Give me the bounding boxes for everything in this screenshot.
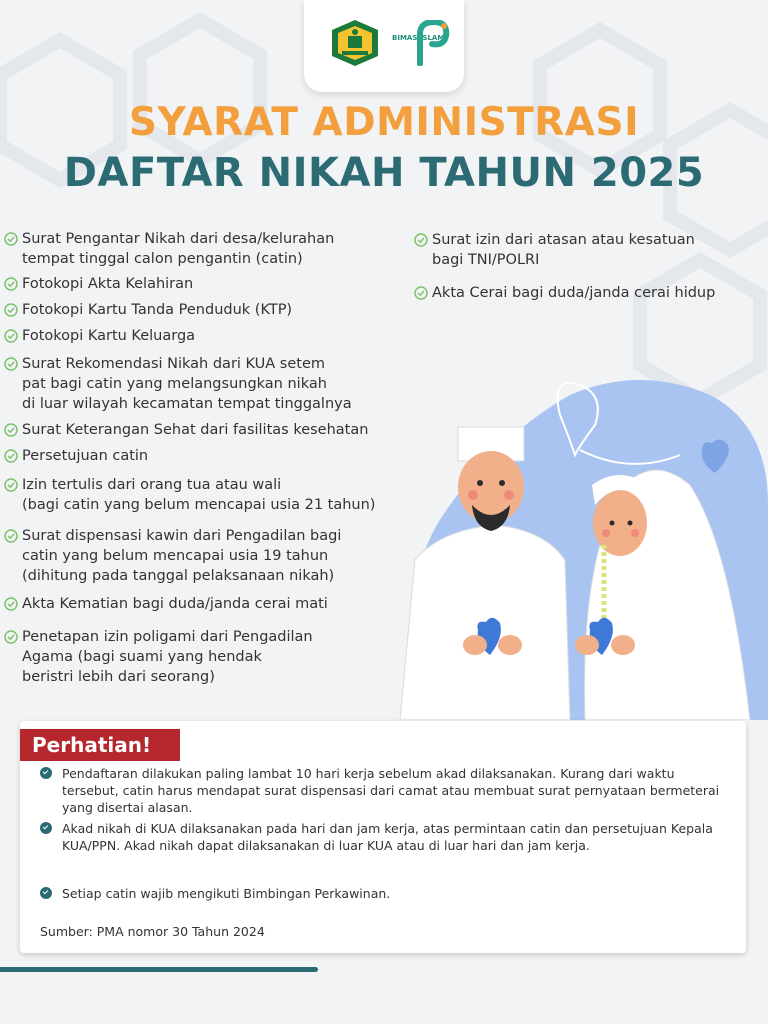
check-circle-icon <box>4 277 18 291</box>
requirement-text: Akta Kematian bagi duda/janda cerai mati <box>22 596 328 612</box>
requirement-text: Fotokopi Kartu Keluarga <box>22 328 196 344</box>
requirement-text: Surat Keterangan Sehat dari fasilitas kesehatan <box>22 422 369 438</box>
check-circle-icon <box>4 329 18 343</box>
requirement-item <box>4 446 384 466</box>
requirement-text: Persetujuan catin <box>22 448 149 464</box>
check-circle-filled-icon <box>40 767 52 779</box>
notice-text: Akad nikah di KUA dilaksanakan pada hari dan jam kerja, atas permintaan catin dan persetujuan Kepala KUA/PPN. Akad nikah dapat dilaksanakan di luar KUA atau di luar hari dan jam kerja. <box>62 821 713 853</box>
bimas-logo-text: BIMAS ISLAM <box>392 34 445 42</box>
requirement-item <box>4 526 384 586</box>
check-circle-icon <box>4 357 18 371</box>
check-circle-filled-icon <box>40 822 52 834</box>
check-circle-icon <box>4 449 18 463</box>
notice-text: Setiap catin wajib mengikuti Bimbingan Perkawinan. <box>62 886 391 901</box>
requirement-text: Surat Pengantar Nikah dari desa/kelurahan tempat tinggal calon pengantin (catin) <box>22 231 335 267</box>
notice-item <box>40 765 730 816</box>
source-note: Sumber: PMA nomor 30 Tahun 2024 <box>40 924 265 939</box>
title-line-1: SYARAT ADMINISTRASI <box>128 100 640 145</box>
check-circle-icon <box>4 303 18 317</box>
check-circle-icon <box>4 630 18 644</box>
requirement-item <box>4 300 384 320</box>
wedding-couple-illustration <box>380 355 768 720</box>
requirement-item <box>4 326 384 346</box>
check-circle-icon <box>414 233 428 247</box>
requirement-text: Izin tertulis dari orang tua atau wali (bagi catin yang belum mencapai usia 21 tahun) <box>22 477 376 513</box>
check-circle-icon <box>4 423 18 437</box>
requirement-text: Akta Cerai bagi duda/janda cerai hidup <box>432 285 716 301</box>
requirement-text: Surat dispensasi kawin dari Pengadilan bagi catin yang belum mencapai usia 19 tahun (dihitung pada tanggal pelaksanaan nikah) <box>22 528 342 584</box>
bottom-accent-bar <box>0 967 318 972</box>
notice-item <box>40 820 730 854</box>
notice-title: Perhatian! <box>20 729 180 761</box>
requirement-item <box>414 283 754 303</box>
title-line-2: DAFTAR NIKAH TAHUN 2025 <box>63 150 705 196</box>
requirement-item <box>4 475 389 515</box>
check-circle-icon <box>4 597 18 611</box>
requirement-text: Penetapan izin poligami dari Pengadilan Agama (bagi suami yang hendak beristri lebih dari seorang) <box>22 629 313 685</box>
check-circle-icon <box>4 529 18 543</box>
requirement-item <box>4 594 384 614</box>
logo-card <box>304 0 464 92</box>
requirement-item <box>4 627 384 687</box>
requirement-item <box>4 420 384 440</box>
bimas-islam-logo <box>392 20 452 70</box>
requirement-item <box>4 354 384 414</box>
requirement-text: Surat Rekomendasi Nikah dari KUA setem pat bagi catin yang melangsungkan nikah di luar wilayah kecamatan tempat tinggalnya <box>22 356 352 412</box>
requirement-item <box>414 230 754 270</box>
notice-text: Pendaftaran dilakukan paling lambat 10 hari kerja sebelum akad dilaksanakan. Kurang dari waktu tersebut, catin harus mendapat surat dispensasi dari camat atau membuat surat pernyataan bermeterai yang disertai alasan. <box>62 766 720 815</box>
requirement-text: Fotokopi Akta Kelahiran <box>22 276 194 292</box>
notice-box <box>20 721 746 953</box>
notice-item <box>40 885 730 902</box>
kemenag-logo <box>330 18 380 68</box>
check-circle-icon <box>414 286 428 300</box>
requirement-text: Surat izin dari atasan atau kesatuan bagi TNI/POLRI <box>432 232 695 268</box>
requirement-text: Fotokopi Kartu Tanda Penduduk (KTP) <box>22 302 293 318</box>
check-circle-icon <box>4 478 18 492</box>
check-circle-filled-icon <box>40 887 52 899</box>
requirement-item <box>4 274 384 294</box>
requirement-item <box>4 229 384 269</box>
check-circle-icon <box>4 232 18 246</box>
